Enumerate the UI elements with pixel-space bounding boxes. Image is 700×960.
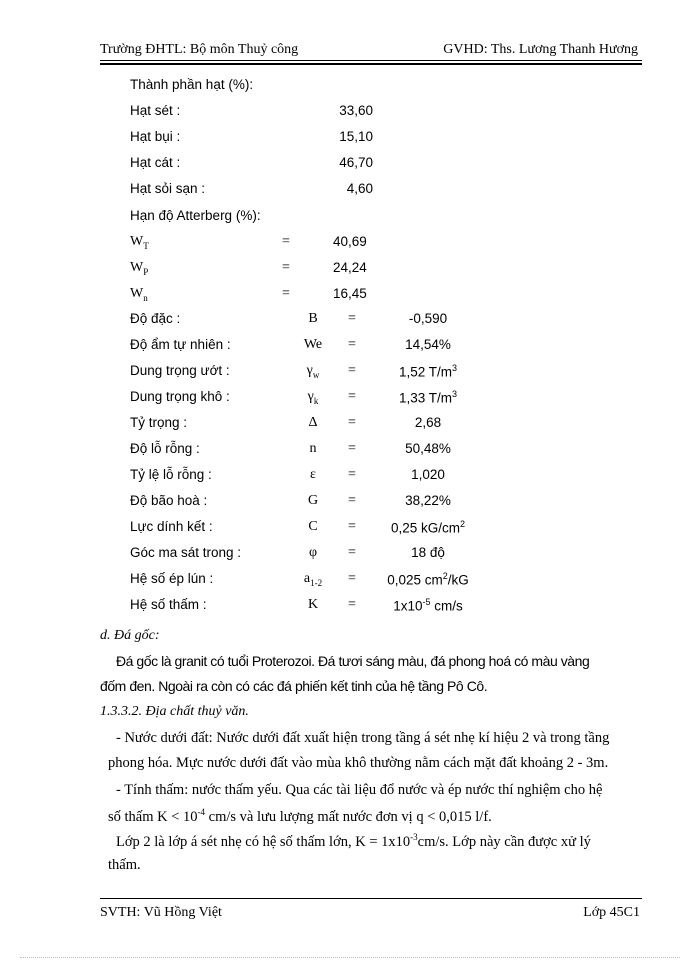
hydro-heading: 1.3.3.2. Địa chất thuỷ văn. [100, 704, 249, 719]
property-value [376, 441, 480, 456]
footer-left: SVTH: Vũ Hồng Việt [100, 905, 222, 920]
rock-line-2: đốm đen. Ngoài ra còn có các đá phiến kết tinh của hệ tầng Pô Cô. [100, 678, 488, 694]
atterberg-symbol [130, 286, 148, 303]
grain-row [0, 155, 700, 175]
property-symbol-base: G [307, 493, 319, 508]
property-value-text: 38,22% [405, 493, 451, 508]
grain-label: Hạt cát : [130, 155, 181, 170]
footer-rule [100, 898, 642, 899]
property-equals: = [348, 545, 356, 560]
property-symbol-base: γ [306, 363, 313, 378]
property-label: Tỷ trọng : [130, 415, 188, 430]
property-label: Độ ẩm tự nhiên : [130, 337, 231, 352]
grain-value: 4,60 [346, 181, 373, 196]
property-value [376, 571, 480, 588]
property-value-text: 0,025 cm [387, 572, 443, 588]
atterberg-symbol-base: W [130, 234, 144, 249]
hydro-p2-text-b: cm/s và lưu lượng mất nước đơn vị q < 0,015 l/f. [205, 808, 492, 825]
grain-label: Hạt sét : [130, 103, 181, 118]
atterberg-title: Hạn độ Atterberg (%): [130, 208, 261, 223]
property-symbol-sub: 1-2 [310, 577, 323, 588]
property-symbol-base: n [309, 441, 317, 456]
property-unit-sup: 3 [452, 389, 458, 399]
atterberg-equals: = [282, 234, 290, 249]
header-right: GVHD: Ths. Lương Thanh Hương [443, 42, 638, 57]
property-unit-sup: -5 [422, 597, 431, 607]
property-symbol-base: K [307, 597, 319, 612]
property-equals: = [348, 597, 356, 612]
property-value [376, 337, 480, 352]
atterberg-title-row [0, 208, 700, 228]
property-equals: = [348, 467, 356, 482]
hydro-p2-line-2 [108, 807, 492, 826]
property-row [0, 415, 700, 435]
property-equals: = [348, 441, 356, 456]
property-symbol-sub: w [312, 369, 320, 380]
hydro-p3-text-b: cm/s. Lớp này cần được xử lý [417, 833, 591, 850]
grain-title-row [0, 77, 700, 97]
property-row [0, 545, 700, 565]
property-label: Dung trọng ướt : [130, 363, 230, 378]
property-symbol-sub: k [313, 395, 319, 406]
hydro-p1-line-1: - Nước dưới đất: Nước dưới đất xuất hiện trong tầng á sét nhẹ kí hiệu 2 và trong tầng [116, 730, 610, 746]
property-symbol-base: B [308, 311, 318, 326]
property-row [0, 389, 700, 409]
property-symbol-base: Δ [308, 415, 318, 430]
property-value [376, 597, 480, 614]
property-row [0, 311, 700, 331]
property-label: Độ bão hoà : [130, 493, 208, 508]
property-symbol [296, 493, 330, 509]
property-equals: = [348, 415, 356, 430]
atterberg-row [0, 286, 700, 306]
property-row [0, 467, 700, 487]
hydro-p3-exponent: -3 [410, 832, 418, 842]
grain-row [0, 103, 700, 123]
page-edge [20, 957, 680, 958]
grain-value: 46,70 [339, 155, 373, 170]
property-value-text: -0,590 [408, 311, 448, 326]
property-symbol-base: ε [310, 467, 316, 482]
atterberg-symbol-base: W [130, 286, 144, 301]
property-symbol [296, 597, 330, 613]
property-symbol [296, 441, 330, 457]
property-label: Hệ số thấm : [130, 597, 207, 612]
property-unit-sup: 3 [452, 363, 458, 373]
hydro-p2-text-a: số thấm K < 10 [108, 808, 198, 825]
hydro-p2-exponent: -4 [197, 807, 206, 817]
property-symbol [296, 389, 330, 406]
property-label: Độ đặc : [130, 311, 181, 326]
atterberg-equals: = [282, 260, 290, 275]
property-row [0, 597, 700, 617]
property-symbol-base: γ [307, 389, 314, 404]
property-value-text: 14,54% [405, 337, 451, 352]
property-row [0, 519, 700, 539]
property-value-text: 18 độ [411, 545, 445, 560]
property-value [376, 467, 480, 482]
header-rule-thick [100, 63, 642, 65]
property-value [376, 415, 480, 430]
header-left: Trường ĐHTL: Bộ môn Thuỷ công [100, 42, 299, 57]
property-symbol-base: a [303, 571, 311, 586]
atterberg-symbol-base: W [130, 260, 144, 275]
atterberg-row [0, 234, 700, 254]
property-value-text: 2,68 [414, 415, 442, 430]
property-equals: = [348, 493, 356, 508]
atterberg-symbol-sub: P [143, 266, 149, 277]
grain-row [0, 181, 700, 201]
grain-label: Hạt sỏi sạn : [130, 181, 206, 196]
grain-label: Hạt bụi : [130, 129, 181, 144]
property-symbol [296, 571, 330, 588]
property-value [376, 519, 480, 536]
atterberg-value: 16,45 [333, 286, 367, 301]
property-label: Độ lỗ rỗng : [130, 441, 200, 456]
property-label: Góc ma sát trong : [130, 545, 242, 560]
property-label: Dung trọng khô : [130, 389, 230, 404]
footer-right: Lớp 45C1 [583, 905, 640, 920]
property-symbol-base: We [303, 337, 323, 352]
grain-row [0, 129, 700, 149]
header-rule [100, 60, 642, 61]
property-row [0, 337, 700, 357]
grain-title: Thành phần hạt (%): [130, 77, 254, 92]
property-symbol-base: φ [308, 545, 318, 560]
property-equals: = [348, 337, 356, 352]
atterberg-value: 24,24 [333, 260, 367, 275]
property-equals: = [348, 571, 356, 586]
property-equals: = [348, 519, 356, 534]
property-value-text: 0,25 kG/cm [390, 520, 460, 536]
rock-heading: d. Đá gốc: [100, 628, 160, 643]
property-value [376, 363, 480, 380]
atterberg-symbol [130, 260, 148, 277]
atterberg-symbol-sub: n [143, 292, 148, 303]
property-equals: = [348, 389, 356, 404]
property-value-text: 1,33 T/m [398, 390, 452, 406]
property-row [0, 441, 700, 461]
property-value-text: 50,48% [405, 441, 451, 456]
atterberg-symbol-sub: T [143, 240, 149, 251]
property-value-text: 1x10 [393, 598, 423, 614]
property-value-text: 1,52 T/m [398, 364, 452, 380]
hydro-p2-line-1: - Tính thấm: nước thấm yếu. Qua các tài liệu đổ nước và ép nước thí nghiệm cho hệ [116, 782, 603, 798]
property-symbol [296, 519, 330, 535]
rock-line-1: Đá gốc là granit có tuổi Proterozoi. Đá tươi sáng màu, đá phong hoá có màu vàng [116, 653, 590, 669]
property-row [0, 363, 700, 383]
hydro-p3-line-1 [116, 832, 591, 851]
property-unit-sup: 2 [442, 571, 448, 581]
grain-value: 33,60 [339, 103, 373, 118]
property-value-text: 1,020 [411, 467, 445, 482]
property-symbol [296, 545, 330, 561]
property-equals: = [348, 311, 356, 326]
atterberg-value: 40,69 [333, 234, 367, 249]
property-symbol [296, 415, 330, 431]
atterberg-symbol [130, 234, 149, 251]
property-label: Tỷ lệ lỗ rỗng : [130, 467, 212, 482]
property-row [0, 493, 700, 513]
atterberg-equals: = [282, 286, 290, 301]
property-row [0, 571, 700, 591]
property-symbol [296, 467, 330, 483]
property-label: Lực dính kết : [130, 519, 213, 534]
property-unit-tail: cm/s [430, 598, 463, 614]
property-unit-sup: 2 [460, 519, 466, 529]
property-value [376, 389, 480, 406]
grain-value: 15,10 [339, 129, 373, 144]
property-value [376, 493, 480, 508]
property-symbol [296, 311, 330, 327]
hydro-p3-line-2: thấm. [108, 857, 141, 873]
property-unit-tail: /kG [447, 572, 469, 588]
property-value [376, 545, 480, 560]
hydro-p1-line-2: phong hóa. Mực nước dưới đất vào mùa khô thường nằm cách mặt đất khoảng 2 - 3m. [108, 755, 609, 771]
property-label: Hệ số ép lún : [130, 571, 214, 586]
property-symbol [296, 337, 330, 353]
property-symbol-base: C [308, 519, 318, 534]
atterberg-row [0, 260, 700, 280]
property-equals: = [348, 363, 356, 378]
property-value [376, 311, 480, 326]
property-symbol [296, 363, 330, 380]
hydro-p3-text-a: Lớp 2 là lớp á sét nhẹ có hệ số thấm lớn, K = 1x10 [116, 833, 411, 850]
